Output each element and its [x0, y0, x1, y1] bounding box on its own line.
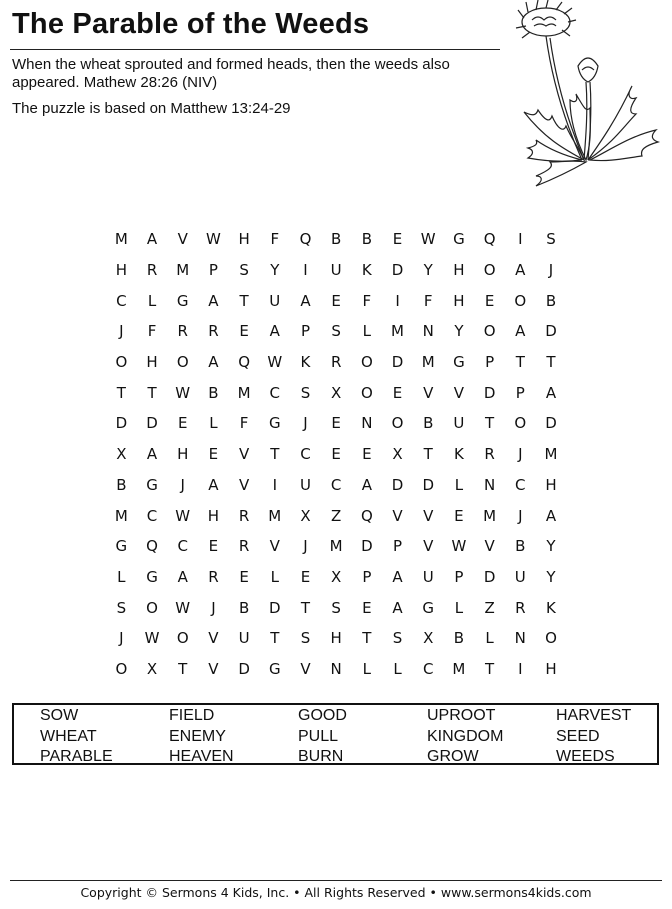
footer-divider	[10, 880, 662, 881]
grid-letter: O	[514, 291, 527, 310]
grid-letter: T	[178, 659, 188, 678]
grid-letter: A	[515, 322, 526, 341]
grid-letter: M	[114, 506, 128, 525]
grid-letter: D	[391, 353, 404, 372]
grid-letter: A	[208, 291, 219, 310]
grid-letter: C	[422, 659, 434, 678]
grid-letter: S	[300, 629, 311, 648]
grid-letter: M	[237, 383, 251, 402]
grid-letter: D	[391, 475, 404, 494]
grid-letter: V	[392, 506, 403, 525]
grid-letter: J	[303, 537, 308, 556]
grid-letter: G	[453, 353, 465, 372]
grid-letter: X	[300, 506, 311, 525]
grid-letter: D	[483, 383, 496, 402]
grid-letter: I	[303, 261, 308, 280]
grid-letter: B	[453, 629, 465, 648]
grid-letter: Q	[238, 353, 250, 372]
grid-letter: V	[238, 475, 250, 494]
grid-letter: M	[452, 659, 466, 678]
grid-letter: E	[362, 445, 372, 464]
grid-letter: H	[177, 445, 189, 464]
grid-letter: Z	[331, 506, 342, 525]
grid-letter: E	[208, 537, 219, 556]
grid-letter: H	[330, 629, 342, 648]
grid-letter: B	[238, 598, 250, 617]
grid-letter: Q	[360, 506, 373, 525]
grid-letter: T	[515, 353, 525, 372]
grid-letter: P	[485, 353, 495, 372]
grid-letter: P	[208, 261, 218, 280]
grid-letter: V	[423, 383, 434, 402]
grid-letter: F	[362, 291, 372, 310]
grid-letter: N	[514, 629, 526, 648]
grid-letter: A	[146, 445, 158, 464]
word-bank-item: GOOD	[298, 707, 347, 725]
grid-letter: L	[209, 414, 218, 433]
grid-letter: W	[144, 629, 160, 648]
grid-letter: D	[269, 598, 281, 617]
grid-letter: E	[392, 230, 403, 249]
grid-letter: O	[176, 629, 189, 648]
word-bank-item: HEAVEN	[169, 748, 234, 766]
grid-letter: O	[360, 383, 373, 402]
grid-letter: G	[176, 291, 189, 310]
bible-verse: When the wheat sprouted and formed heads, then the weeds also appeared. Mathew 28:26 (NIV)	[12, 56, 450, 91]
grid-letter: O	[514, 414, 527, 433]
grid-letter: W	[175, 598, 191, 617]
word-bank-item: FIELD	[169, 707, 215, 725]
grid-letter: A	[300, 291, 311, 310]
grid-letter: Q	[483, 230, 496, 249]
grid-letter: R	[177, 322, 188, 341]
grid-letter: N	[422, 322, 434, 341]
grid-letter: R	[484, 445, 495, 464]
grid-letter: B	[116, 475, 127, 494]
grid-letter: W	[267, 353, 283, 372]
grid-letter: G	[146, 567, 158, 586]
grid-letter: F	[147, 322, 157, 341]
word-bank-item: WHEAT	[40, 727, 97, 745]
grid-letter: X	[392, 445, 403, 464]
grid-letter: V	[269, 537, 280, 556]
grid-letter: S	[331, 322, 341, 341]
grid-letter: E	[331, 414, 341, 433]
grid-letter: H	[238, 230, 250, 249]
grid-letter: X	[423, 629, 434, 648]
grid-letter: U	[269, 291, 281, 310]
grid-letter: A	[392, 567, 403, 586]
grid-letter: M	[268, 506, 282, 525]
grid-letter: S	[392, 629, 403, 648]
grid-letter: O	[545, 629, 557, 648]
grid-letter: A	[146, 230, 158, 249]
grid-letter: C	[269, 383, 281, 402]
grid-letter: M	[544, 445, 558, 464]
grid-letter: O	[176, 353, 189, 372]
grid-letter: P	[515, 383, 525, 402]
grid-letter: E	[362, 598, 372, 617]
grid-letter: J	[119, 322, 124, 341]
grid-letter: U	[453, 414, 465, 433]
grid-letter: L	[393, 659, 402, 678]
grid-letter: Y	[454, 322, 464, 341]
page-title: The Parable of the Weeds	[12, 8, 370, 40]
grid-letter: A	[361, 475, 372, 494]
grid-letter: L	[117, 567, 126, 586]
grid-letter: I	[518, 659, 523, 678]
grid-letter: F	[270, 230, 280, 249]
grid-letter: V	[423, 506, 434, 525]
grid-letter: V	[177, 230, 188, 249]
grid-letter: A	[392, 598, 403, 617]
grid-letter: P	[300, 322, 310, 341]
grid-letter: D	[422, 475, 434, 494]
grid-letter: S	[546, 230, 556, 249]
grid-letter: W	[175, 383, 191, 402]
grid-letter: F	[423, 291, 433, 310]
grid-letter: O	[483, 261, 496, 280]
word-bank-item: SEED	[556, 727, 600, 745]
word-bank-item: UPROOT	[427, 707, 496, 725]
grid-letter: E	[484, 291, 495, 310]
grid-letter: R	[208, 567, 219, 586]
grid-letter: A	[208, 475, 219, 494]
grid-letter: T	[270, 629, 280, 648]
grid-letter: X	[331, 383, 342, 402]
grid-letter: K	[300, 353, 311, 372]
letter-grid	[106, 224, 566, 684]
word-bank-item: HARVEST	[556, 707, 632, 725]
grid-letter: P	[454, 567, 464, 586]
grid-letter: F	[239, 414, 249, 433]
grid-letter: A	[269, 322, 280, 341]
grid-letter: G	[268, 659, 281, 678]
grid-letter: R	[146, 261, 158, 280]
grid-letter: D	[146, 414, 158, 433]
grid-letter: J	[518, 506, 523, 525]
grid-letter: R	[238, 537, 250, 556]
word-list	[40, 706, 672, 768]
grid-letter: B	[515, 537, 526, 556]
dandelion-illustration	[506, 0, 666, 196]
grid-letter: G	[422, 598, 435, 617]
grid-letter: S	[239, 261, 249, 280]
grid-letter: M	[114, 230, 128, 249]
grid-letter: B	[361, 230, 372, 249]
grid-letter: T	[362, 629, 372, 648]
grid-letter: C	[300, 445, 311, 464]
grid-letter: D	[361, 537, 373, 556]
grid-letter: O	[115, 353, 128, 372]
grid-letter: E	[331, 291, 341, 310]
grid-letter: B	[331, 230, 342, 249]
flower-head	[516, 0, 576, 38]
word-bank-item: PARABLE	[40, 748, 113, 766]
grid-letter: E	[177, 414, 188, 433]
grid-letter: R	[208, 322, 219, 341]
grid-letter: J	[180, 475, 185, 494]
grid-letter: Y	[423, 261, 433, 280]
copyright-notice: Copyright © Sermons 4 Kids, Inc. • All Rights Reserved • www.sermons4kids.com	[80, 885, 592, 900]
grid-letter: V	[484, 537, 495, 556]
grid-letter: H	[115, 261, 127, 280]
grid-letter: R	[238, 506, 250, 525]
grid-letter: M	[176, 261, 190, 280]
grid-letter: R	[515, 598, 526, 617]
title-divider	[10, 49, 500, 50]
grid-letter: T	[300, 598, 311, 617]
grid-letter: S	[331, 598, 341, 617]
grid-letter: U	[299, 475, 311, 494]
grid-letter: X	[116, 445, 127, 464]
grid-letter: W	[205, 230, 221, 249]
grid-letter: Q	[146, 537, 158, 556]
grid-letter: O	[146, 598, 158, 617]
word-bank-item: GROW	[427, 748, 479, 766]
grid-letter: A	[545, 506, 557, 525]
grid-letter: E	[239, 567, 249, 586]
grid-letter: Z	[484, 598, 495, 617]
grid-letter: J	[548, 261, 554, 280]
grid-letter: G	[453, 230, 465, 249]
grid-letter: C	[330, 475, 342, 494]
grid-letter: C	[515, 475, 526, 494]
grid-letter: L	[362, 322, 372, 341]
word-bank-item: BURN	[298, 748, 344, 766]
grid-letter: E	[392, 383, 403, 402]
grid-letter: V	[423, 537, 434, 556]
grid-letter: U	[330, 261, 342, 280]
grid-letter: A	[208, 353, 219, 372]
grid-letter: K	[546, 598, 556, 617]
grid-letter: M	[421, 353, 435, 372]
grid-letter: G	[268, 414, 281, 433]
grid-letter: T	[239, 291, 249, 310]
scripture-reference: The puzzle is based on Matthew 13:24-29	[12, 100, 291, 117]
grid-letter: D	[115, 414, 128, 433]
grid-letter: X	[331, 567, 342, 586]
grid-letter: I	[395, 291, 400, 310]
grid-letter: I	[518, 230, 523, 249]
grid-letter: S	[300, 383, 311, 402]
word-bank-item: ENEMY	[169, 727, 226, 745]
word-bank	[12, 703, 659, 765]
grid-letter: H	[545, 475, 557, 494]
grid-letter: J	[211, 598, 216, 617]
grid-letter: O	[483, 322, 496, 341]
grid-letter: M	[391, 322, 404, 341]
grid-letter: V	[300, 659, 311, 678]
grid-letter: S	[116, 598, 127, 617]
grid-letter: J	[119, 629, 124, 648]
grid-letter: D	[483, 567, 496, 586]
grid-letter: E	[300, 567, 311, 586]
grid-letter: L	[454, 598, 464, 617]
grid-letter: T	[485, 659, 495, 678]
grid-letter: E	[239, 322, 249, 341]
grid-letter: T	[546, 353, 556, 372]
grid-letter: T	[485, 414, 495, 433]
grid-letter: O	[360, 353, 373, 372]
grid-letter: L	[485, 629, 494, 648]
grid-letter: R	[330, 353, 342, 372]
grid-letter: M	[483, 506, 497, 525]
grid-letter: W	[175, 506, 191, 525]
grid-letter: A	[545, 383, 557, 402]
grid-letter: N	[483, 475, 496, 494]
grid-letter: W	[451, 537, 467, 556]
grid-letter: I	[272, 475, 277, 494]
grid-letter: U	[238, 629, 250, 648]
grid-letter: D	[391, 261, 404, 280]
grid-letter: B	[545, 291, 557, 310]
grid-letter: Y	[546, 567, 556, 586]
grid-letter: N	[330, 659, 342, 678]
grid-letter: H	[453, 261, 465, 280]
grid-letter: M	[329, 537, 343, 556]
word-bank-item: SOW	[40, 707, 79, 725]
grid-letter: W	[420, 230, 436, 249]
grid-letter: C	[177, 537, 188, 556]
grid-letter: V	[238, 445, 250, 464]
grid-letter: T	[270, 445, 280, 464]
grid-letter: O	[115, 659, 128, 678]
grid-letter: T	[423, 445, 433, 464]
grid-letter: Y	[546, 537, 556, 556]
grid-letter: P	[362, 567, 372, 586]
grid-letter: N	[361, 414, 373, 433]
word-bank-item: WEEDS	[556, 748, 615, 766]
grid-letter: H	[545, 659, 557, 678]
grid-letter: V	[453, 383, 465, 402]
grid-letter: X	[146, 659, 158, 678]
grid-letter: Q	[299, 230, 312, 249]
grid-letter: U	[514, 567, 526, 586]
grid-letter: T	[147, 383, 157, 402]
word-bank-item: PULL	[298, 727, 339, 745]
grid-letter: J	[518, 445, 523, 464]
word-bank-item: KINGDOM	[427, 727, 504, 745]
grid-letter: O	[391, 414, 404, 433]
grid-letter: G	[146, 475, 158, 494]
grid-letter: H	[453, 291, 465, 310]
grid-letter: E	[454, 506, 464, 525]
grid-letter: V	[208, 659, 219, 678]
grid-letter: D	[545, 414, 557, 433]
grid-letter: T	[116, 383, 126, 402]
grid-letter: B	[423, 414, 434, 433]
grid-letter: P	[393, 537, 403, 556]
grid-letter: B	[208, 383, 219, 402]
grid-letter: C	[146, 506, 158, 525]
grid-letter: G	[115, 537, 128, 556]
grid-letter: A	[177, 567, 188, 586]
grid-letter: C	[116, 291, 127, 310]
grid-letter: L	[147, 291, 157, 310]
grid-letter: H	[146, 353, 158, 372]
grid-letter: K	[453, 445, 464, 464]
grid-letter: Y	[270, 261, 280, 280]
grid-letter: K	[361, 261, 372, 280]
grid-letter: V	[208, 629, 219, 648]
grid-letter: J	[303, 414, 308, 433]
grid-letter: D	[545, 322, 557, 341]
grid-letter: U	[422, 567, 434, 586]
grid-letter: L	[454, 475, 464, 494]
grid-letter: A	[515, 261, 526, 280]
grid-letter: L	[270, 567, 279, 586]
grid-letter: H	[207, 506, 220, 525]
grid-letter: E	[331, 445, 341, 464]
grid-letter: E	[208, 445, 219, 464]
grid-letter: L	[362, 659, 372, 678]
grid-letter: D	[238, 659, 250, 678]
